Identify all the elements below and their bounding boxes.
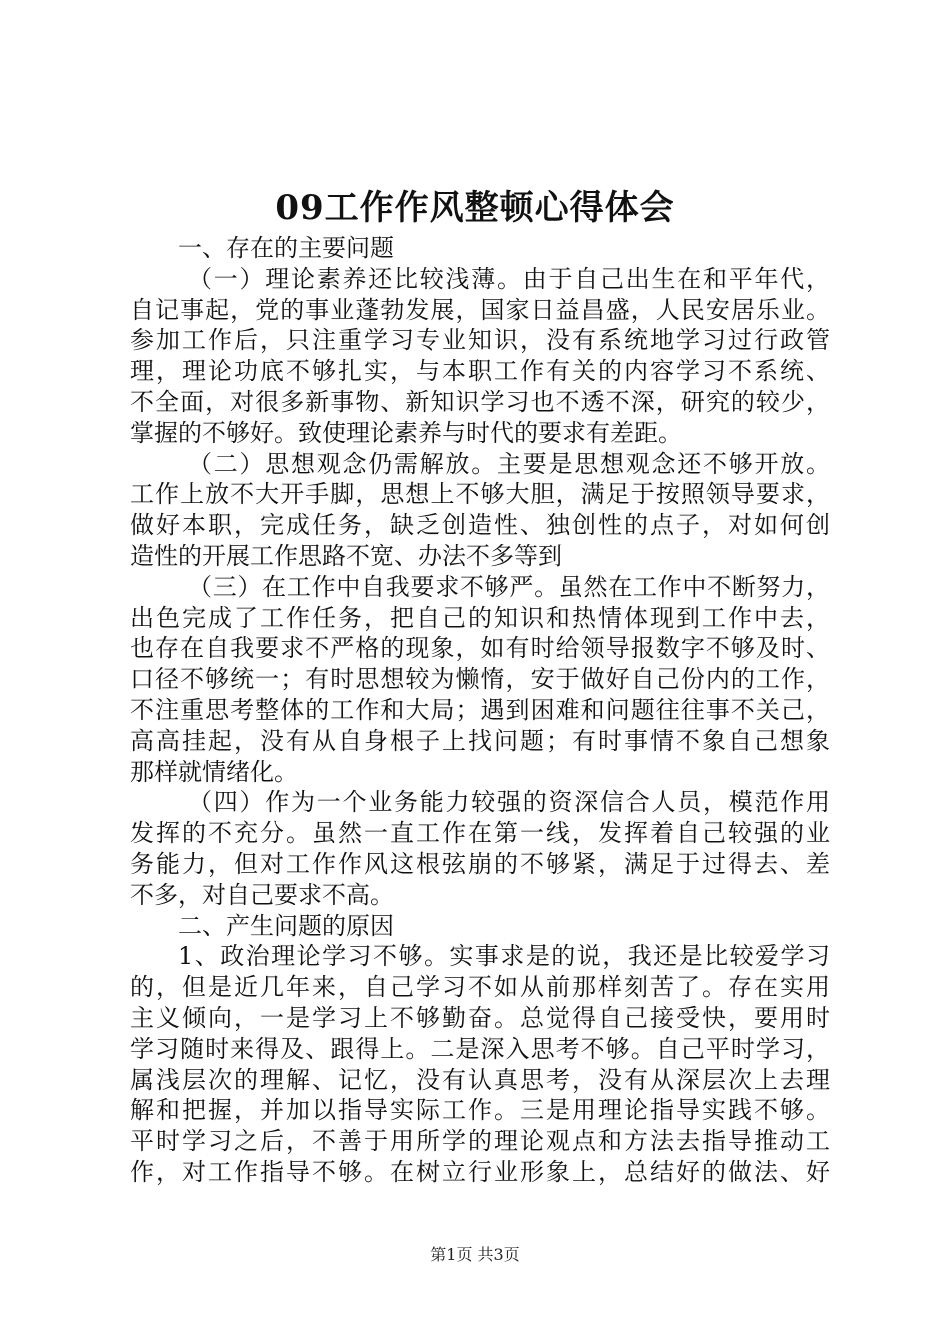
- paragraph-line: 高高挂起，没有从自身根子上找问题；有时事情不象自己想象: [130, 726, 830, 755]
- paragraph-line: 平时学习之后，不善于用所学的理论观点和方法去指导推动工: [130, 1127, 830, 1156]
- document-body: [130, 233, 830, 1188]
- paragraph-line: 解和把握，并加以指导实际工作。三是用理论指导实践不够。: [130, 1096, 830, 1125]
- paragraph-line: 那样就情绪化。: [130, 757, 298, 786]
- paragraph-line: 主义倾向，一是学习上不够勤奋。总觉得自己接受快，要用时: [130, 1003, 830, 1032]
- paragraph-line: 做好本职，完成任务，缺乏创造性、独创性的点子，对如何创: [130, 511, 830, 540]
- paragraph-line: 发挥的不充分。虽然一直工作在第一线，发挥着自己较强的业: [130, 819, 830, 848]
- paragraph-line: 1、政治理论学习不够。实事求是的说，我还是比较爱学习: [178, 942, 830, 971]
- paragraph-line: 自记事起，党的事业蓬勃发展，国家日益昌盛，人民安居乐业。: [130, 295, 830, 324]
- paragraph-line: 也存在自我要求不严格的现象，如有时给领导报数字不够及时、: [130, 634, 830, 663]
- paragraph-line: 学习随时来得及、跟得上。二是深入思考不够。自己平时学习，: [130, 1034, 830, 1063]
- paragraph-line: 的，但是近几年来，自己学习不如从前那样刻苦了。存在实用: [130, 973, 830, 1002]
- paragraph-line: 参加工作后，只注重学习专业知识，没有系统地学习过行政管: [130, 326, 830, 355]
- paragraph-line: 不全面，对很多新事物、新知识学习也不透不深，研究的较少，: [130, 387, 830, 416]
- paragraph-line: 理，理论功底不够扎实，与本职工作有关的内容学习不系统、: [130, 357, 830, 386]
- paragraph-line: （四）作为一个业务能力较强的资深信合人员，模范作用: [188, 788, 830, 817]
- paragraph-line: （三）在工作中自我要求不够严。虽然在工作中不断努力，: [188, 572, 830, 601]
- paragraph-line: 不注重思考整体的工作和大局；遇到困难和问题往往事不关己，: [130, 695, 830, 724]
- paragraph-line: 出色完成了工作任务，把自己的知识和热情体现到工作中去，: [130, 603, 830, 632]
- paragraph-line: 务能力，但对工作作风这根弦崩的不够紧，满足于过得去、差: [130, 849, 830, 878]
- section-heading: 一、存在的主要问题: [178, 234, 394, 262]
- section-heading: 二、产生问题的原因: [178, 911, 394, 940]
- paragraph-line: 口径不够统一；有时思想较为懒惰，安于做好自己份内的工作，: [130, 665, 830, 694]
- document-title: 09工作作风整顿心得体会: [275, 188, 675, 228]
- paragraph-line: 属浅层次的理解、记忆，没有认真思考，没有从深层次上去理: [130, 1065, 830, 1094]
- paragraph-line: 不多，对自己要求不高。: [130, 880, 394, 909]
- paragraph-line: （二）思想观念仍需解放。主要是思想观念还不够开放。: [188, 449, 830, 478]
- page-footer: 第1页 共3页: [430, 1245, 520, 1264]
- paragraph-line: 掌握的不够好。致使理论素养与时代的要求有差距。: [130, 418, 682, 447]
- paragraph-line: 作，对工作指导不够。在树立行业形象上，总结好的做法、好: [130, 1157, 830, 1186]
- paragraph-line: 造性的开展工作思路不宽、办法不多等到: [130, 541, 562, 570]
- paragraph-line: （一）理论素养还比较浅薄。由于自己出生在和平年代，: [188, 264, 830, 293]
- paragraph-line: 工作上放不大开手脚，思想上不够大胆，满足于按照领导要求，: [130, 480, 830, 509]
